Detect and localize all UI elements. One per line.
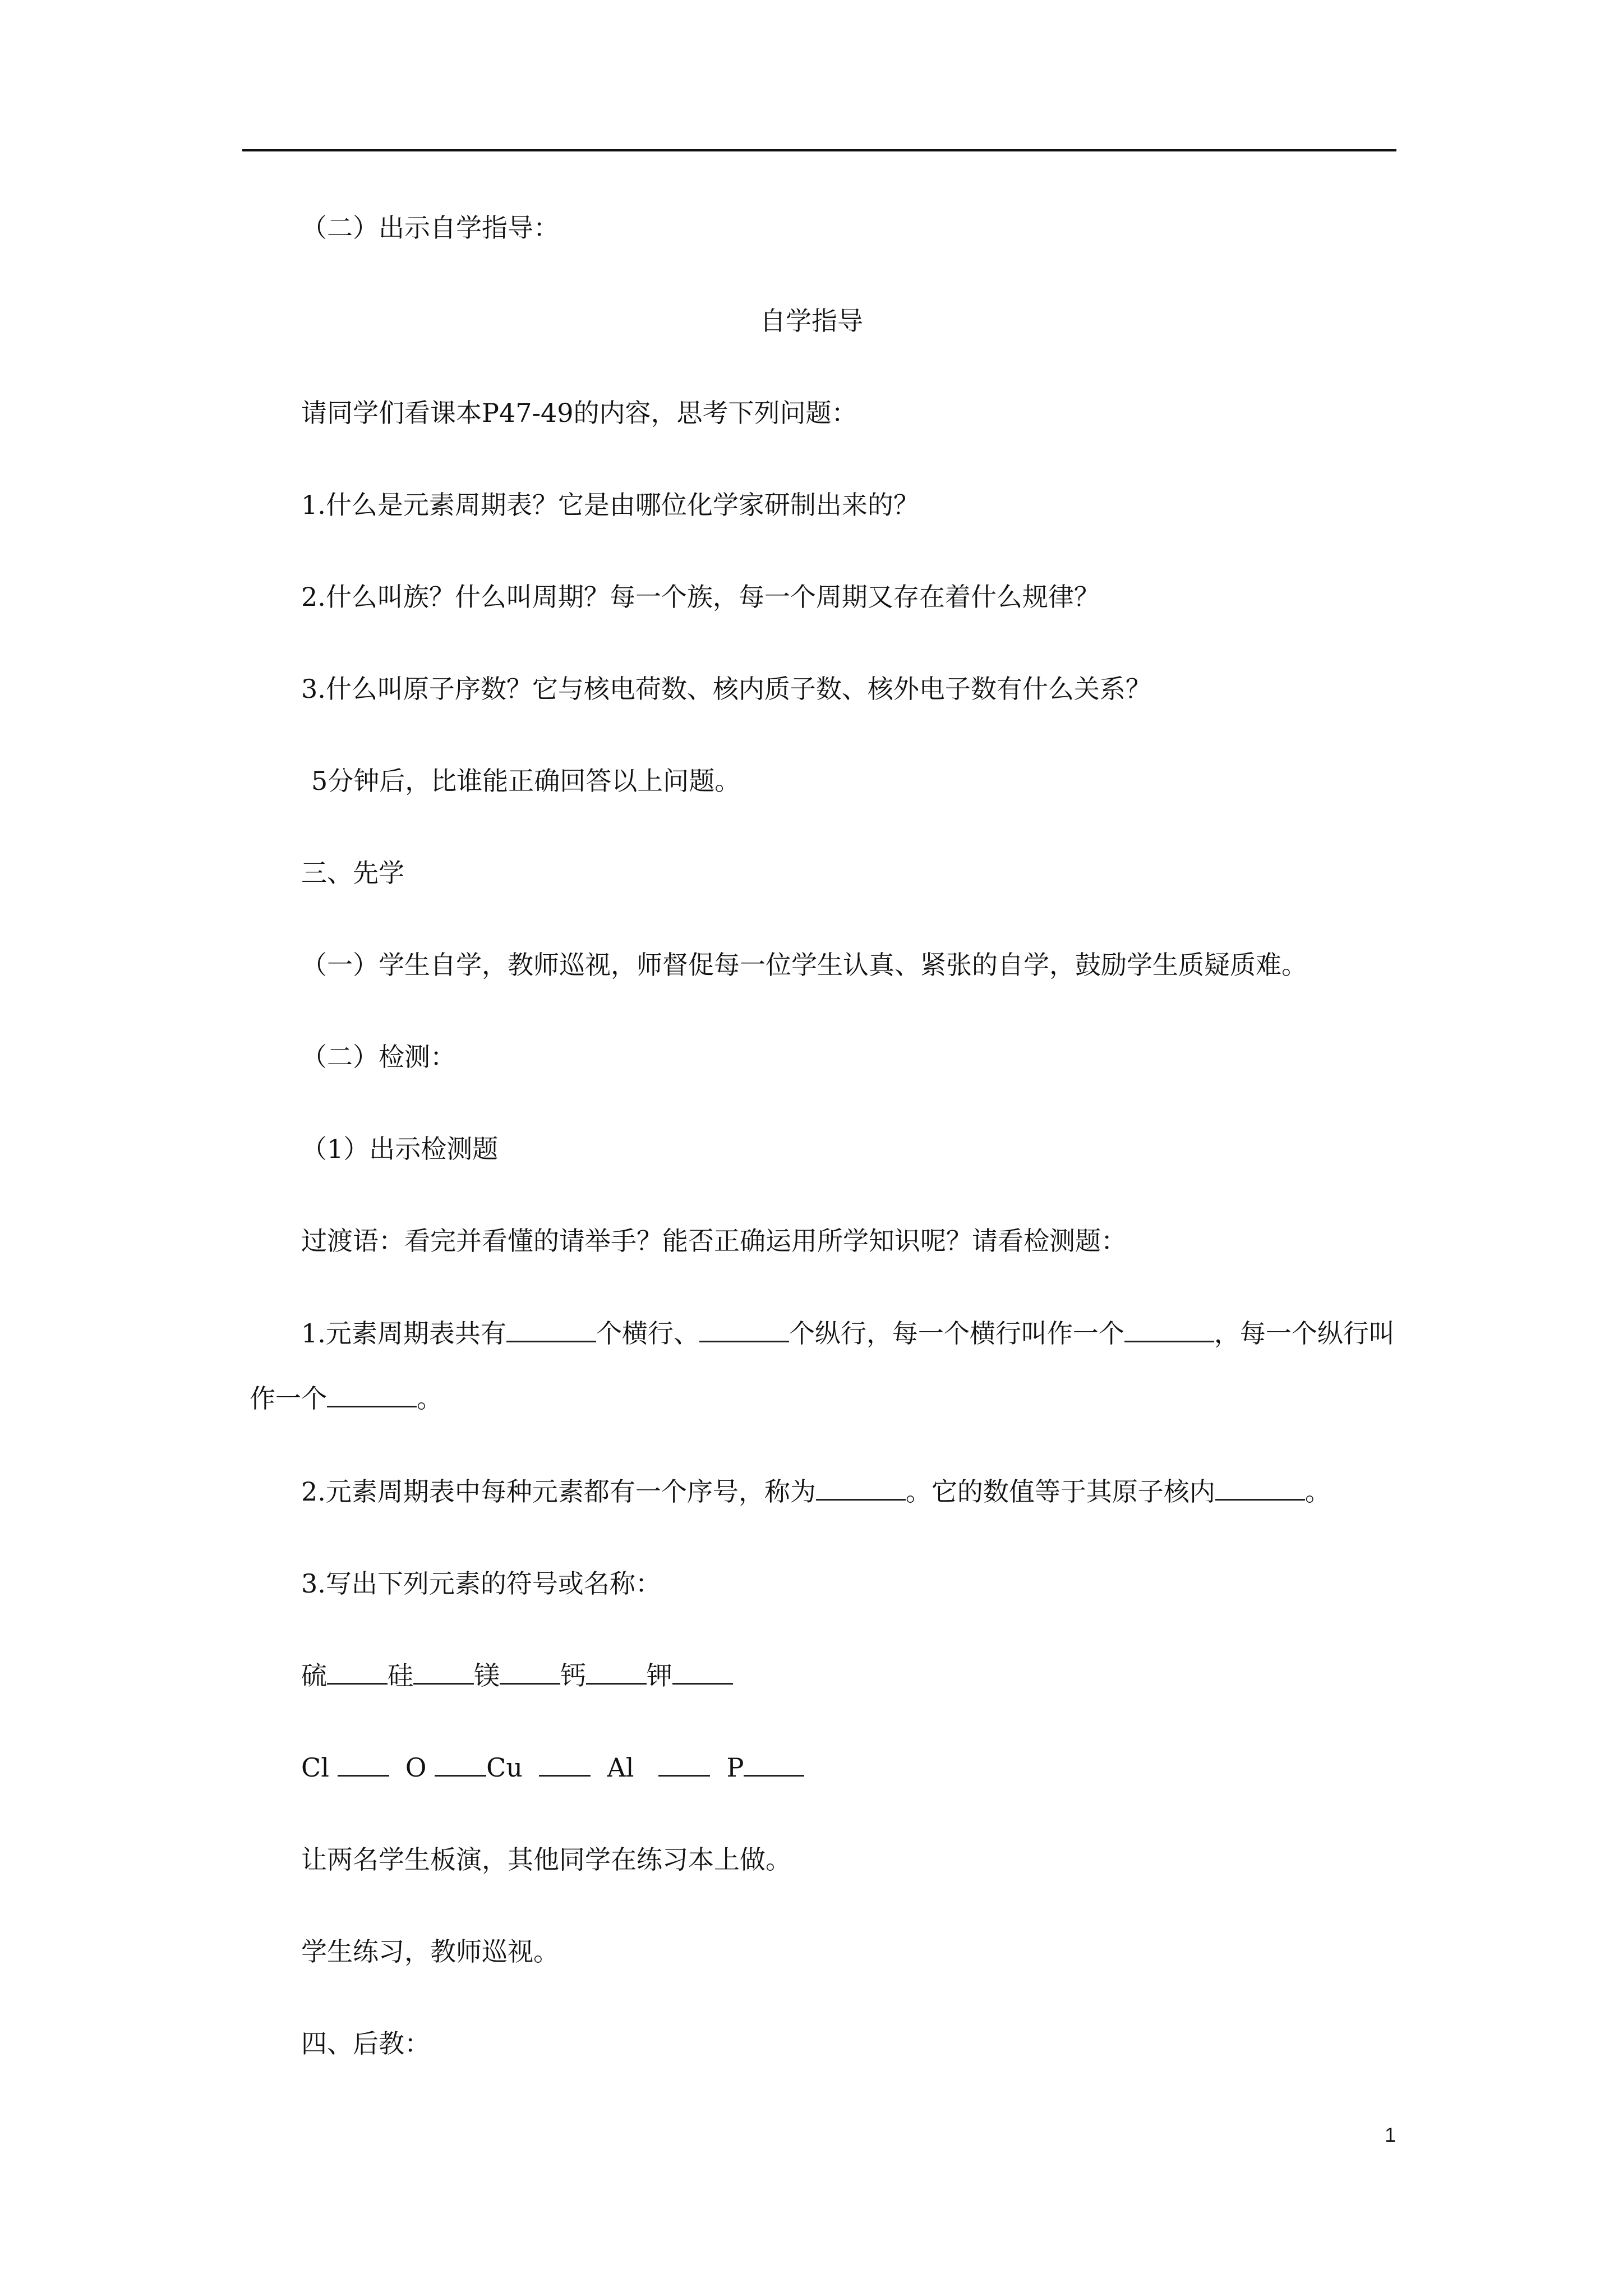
section-2-heading: （二）出示自学指导：: [301, 213, 559, 243]
test-q1-part-f: 。: [417, 1383, 442, 1414]
answer-blank: [413, 1660, 474, 1685]
answer-blank: [586, 1660, 647, 1685]
element-name: 硅: [388, 1660, 413, 1691]
test-question-1: [301, 1318, 1395, 1349]
part-3-self-study: （一）学生自学，教师巡视，师督促每一位学生认真、紧张的自学，鼓励学生质疑质难。: [301, 950, 1307, 980]
answer-blank: [658, 1752, 710, 1777]
guide-question-3: 3.什么叫原子序数？它与核电荷数、核内质子数、核外电子数有什么关系？: [301, 674, 1151, 704]
answer-blank: [672, 1660, 733, 1685]
element-symbol: P: [726, 1752, 744, 1783]
element-name: 镁: [474, 1660, 500, 1691]
test-question-1-continued: [250, 1383, 442, 1414]
answer-blank: [327, 1660, 388, 1685]
test-q1-part-b: 个横行、: [596, 1318, 699, 1349]
part-3-test-item-1: （1）出示检测题: [301, 1134, 499, 1164]
element-name: 钙: [560, 1660, 586, 1691]
answer-blank: [539, 1752, 591, 1777]
guide-question-1: 1.什么是元素周期表？它是由哪位化学家研制出来的？: [301, 490, 919, 520]
test-q1-part-c: 个纵行，每一个横行叫作一个: [789, 1318, 1124, 1349]
element-symbol: Cl: [301, 1752, 329, 1783]
answer-blank: [744, 1752, 804, 1777]
test-q2-part-a: 2.元素周期表中每种元素都有一个序号，称为: [301, 1476, 816, 1507]
page-number: 1: [1384, 2123, 1396, 2146]
element-name: 钾: [647, 1660, 672, 1691]
test-q2-part-c: 。: [1304, 1476, 1331, 1507]
element-name: 硫: [301, 1660, 327, 1691]
guide-time-note: 5分钟后，比谁能正确回答以上问题。: [311, 766, 741, 796]
answer-blank: [1124, 1318, 1214, 1342]
guide-title: 自学指导: [760, 306, 863, 336]
element-symbol: Cu: [486, 1752, 523, 1783]
part-4-heading: 四、后教：: [301, 2028, 430, 2059]
test-q1-part-a: 1.元素周期表共有: [301, 1318, 506, 1349]
element-names-row: [301, 1660, 733, 1691]
test-q1-part-e: 作一个: [250, 1383, 327, 1414]
test-q2-part-b: 。它的数值等于其原子核内: [905, 1476, 1215, 1507]
answer-blank: [699, 1318, 789, 1342]
test-q1-part-d: ，每一个纵行叫: [1214, 1318, 1395, 1349]
answer-blank: [338, 1752, 389, 1777]
test-question-2: [301, 1476, 1331, 1507]
answer-blank: [500, 1660, 560, 1685]
part-3-test-heading: （二）检测：: [301, 1042, 456, 1072]
element-symbols-row: [301, 1752, 804, 1783]
answer-blank: [1215, 1476, 1305, 1501]
header-rule: [242, 149, 1396, 151]
answer-blank: [327, 1383, 417, 1407]
guide-question-2: 2.什么叫族？什么叫周期？每一个族，每一个周期又存在着什么规律？: [301, 582, 1100, 612]
answer-blank: [816, 1476, 906, 1501]
board-practice-note: 让两名学生板演，其他同学在练习本上做。: [301, 1844, 791, 1875]
guide-intro: 请同学们看课本P47-49的内容，思考下列问题：: [301, 398, 857, 428]
practice-note: 学生练习，教师巡视。: [301, 1936, 559, 1967]
part-3-heading: 三、先学: [301, 858, 404, 888]
test-question-3: 3.写出下列元素的符号或名称：: [301, 1568, 661, 1599]
element-symbol: O: [405, 1752, 427, 1783]
answer-blank: [506, 1318, 596, 1342]
transition-text: 过渡语：看完并看懂的请举手？能否正确运用所学知识呢？请看检测题：: [301, 1226, 1127, 1256]
answer-blank: [435, 1752, 486, 1777]
element-symbol: Al: [607, 1752, 634, 1783]
